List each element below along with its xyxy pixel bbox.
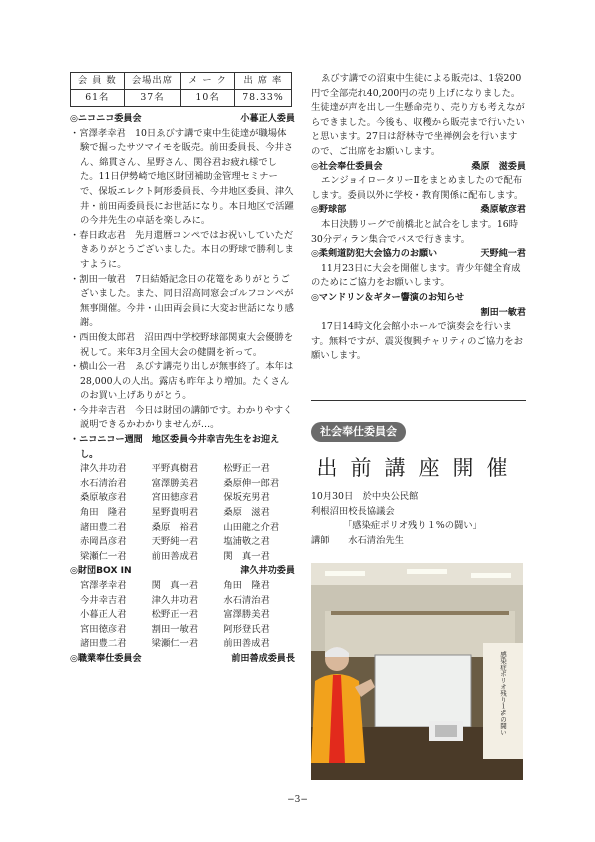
- list-item: ・春日政志君 先月還暦コンペではお祝いしていただきありがとうございました。本日の野球で勝利しますように。: [70, 229, 294, 270]
- judo-text: 11月23日に大会を開催します。青少年健全育成のためにご協力をお願いします。: [311, 262, 521, 289]
- list-item: ・宮澤孝幸君 10日ゑびす講で東中生徒達が職場体験で掘ったサツマイモを販売。前田委員長、今井さん、綿貫さん、星野さん、関谷君お疲れ様でした。11日伊勢崎で地区財団補助金管理セミナーで、保坂エレクト阿形委員長、今井地区委員、津久井・前田両委員長にお世話になり。本日地区で活躍の今井先生の卓話を楽しみに。: [70, 127, 294, 227]
- lecture-date-place: 10月30日 於中央公民館: [311, 491, 419, 502]
- lecture-photo: [311, 563, 523, 780]
- member-name: 阿形登氏君: [223, 623, 270, 635]
- section-title: ◎野球部: [311, 205, 347, 216]
- member-name: 角田 隆君: [80, 507, 127, 519]
- member-name: 割田一敏君: [151, 623, 199, 635]
- member-name: 宮澤孝幸君: [80, 580, 127, 591]
- member-name: 関 真一君: [151, 580, 199, 591]
- lecture-details: [311, 490, 526, 548]
- section-chair: 小暮正人委員: [240, 114, 295, 124]
- list-item: ・割田一敏君 7日結婚記念日の花篭をありがとうございました。また、同日沼高同窓会ゴルフコンペが無事開催。今井・山田両会員に大変お世話になり感謝。: [70, 273, 294, 329]
- mandolin-heading: ◎マンドリン＆ギター響演のお知らせ: [311, 292, 465, 303]
- member-name: 富澤勝美君: [223, 609, 270, 621]
- member-name: 富澤勝美君: [151, 477, 199, 489]
- member-name: 梁瀬仁一君: [80, 550, 127, 562]
- section-title: ◎財団BOX IN: [70, 566, 132, 577]
- list-item: ・横山公一君 ゑびす講売り出しが無事終了。本年は28,000人の人出。露店も昨年より増加。たくさんのお買い上げありがとう。: [70, 361, 294, 402]
- section-chair: 前田善成委員長: [231, 653, 295, 664]
- baseball-text: 本日決勝リーグで前橋北と試合をします。16時30分ディラン集合でバスで行きます。: [311, 218, 519, 245]
- box-heading: [70, 564, 295, 579]
- member-name: 諸田豊二君: [80, 521, 127, 533]
- right-column: [311, 72, 526, 364]
- attendance-header: 会 員 数: [71, 73, 125, 90]
- lecture-title: 出前講座開催: [316, 456, 521, 480]
- member-name: 関 真一君: [223, 550, 270, 562]
- section-chair: 桑原 滋委員: [471, 161, 526, 172]
- attendance-header: メ ー ク: [181, 73, 235, 90]
- member-name: 天野純一君: [151, 536, 199, 548]
- lecture-topic: 「感染症ポリオ残り１%の闘い」: [343, 520, 482, 532]
- member-name: 角田 隆君: [223, 580, 270, 591]
- list-item: ・今井幸吉君 今日は財団の講師です。わかりやすく説明できるかわかりませんが…。: [70, 404, 293, 431]
- attendance-header: 出 席 率: [234, 73, 291, 90]
- page-number: −3−: [287, 795, 308, 805]
- member-name: 諸田豊二君: [80, 638, 127, 650]
- member-name: 今井幸吉君: [80, 594, 127, 606]
- vocational-heading: [70, 652, 295, 667]
- member-name: 松野正一君: [223, 463, 270, 475]
- member-name: 前田善成君: [151, 550, 199, 562]
- member-name: 水石清治君: [223, 594, 270, 606]
- member-name: 水石清治君: [80, 477, 127, 489]
- judo-heading: [311, 247, 526, 262]
- member-name: 保坂充男君: [223, 492, 270, 504]
- attendance-value: 37名: [124, 90, 181, 107]
- weekly-name-grid: [70, 462, 295, 564]
- member-name: 前田善成君: [223, 638, 270, 650]
- mandolin-text: 17日14時文化会館小ホールで演奏会を行います。無料ですが、震災復興チャリティのご協力をお願いします。: [311, 321, 523, 362]
- niconico-heading: [70, 112, 295, 127]
- left-column: [70, 72, 295, 667]
- member-name: 小暮正人君: [80, 609, 127, 621]
- box-name-grid: [70, 579, 295, 652]
- weekly-heading: ・ニコニコー週間 地区委員今井幸吉先生をお迎えし。: [70, 435, 280, 460]
- member-name: 宮田徳彦君: [80, 623, 127, 635]
- member-name: 赤岡昌彦君: [80, 536, 127, 548]
- attendance-value: 78.33%: [234, 90, 291, 107]
- list-item: ・西田俊太郎君 沼田西中学校野球部関東大会優勝を祝して。来年3月全国大会の健闘を祈って。: [70, 331, 294, 358]
- photo-sign-text: 感染症ポリオ残り１%の闘い: [499, 651, 507, 736]
- section-divider: [311, 400, 526, 401]
- section-title: ◎社会奉仕委員会: [311, 161, 383, 172]
- section-chair: 割田一敏君: [480, 307, 526, 318]
- member-name: 塩浦敬之君: [223, 536, 270, 548]
- member-name: 梁瀬仁一君: [151, 638, 199, 650]
- member-name: 宮田徳彦君: [151, 492, 199, 504]
- community-text: エンジョイロータリーⅡをまとめましたので配布します。委員以外に学校・教育関係に配布します。: [311, 175, 524, 201]
- attendance-value: 61名: [71, 90, 125, 107]
- section-title: ◎職業奉仕委員会: [70, 653, 142, 664]
- member-name: 桑原敏彦君: [80, 492, 127, 504]
- attendance-header-row: [71, 73, 292, 90]
- lecture-lecturer: 講師 水石清治先生: [311, 534, 404, 546]
- baseball-heading: [311, 203, 526, 218]
- member-name: 星野貴明君: [151, 507, 199, 519]
- section-chair: 桑原敏彦君: [480, 205, 526, 216]
- section-title: ◎ニコニコ委員会: [70, 114, 142, 124]
- attendance-value-row: [71, 90, 292, 107]
- community-heading: [311, 160, 526, 175]
- lecture-org: 利根沼田校長協議会: [311, 505, 395, 517]
- community-service-banner: 社会奉仕委員会: [311, 422, 406, 442]
- member-name: 松野正一君: [151, 609, 199, 621]
- member-name: 桑原伸一郎君: [223, 477, 280, 489]
- member-name: 津久井功君: [151, 594, 199, 606]
- member-name: 津久井功君: [80, 463, 127, 475]
- vocational-text: ゑびす講での沼東中生徒による販売は、1袋200円で全部売れ40,200円の売り上げになりました。生徒達が声を出し一生懸命売り、売り方も考えながらできました。今後も、収穫から販売まで行いたいと思います。27日は舒林寺で坐禅例会を行いますので、ご出席をお願いします。: [311, 73, 525, 157]
- member-name: 山田龍之介君: [223, 521, 280, 533]
- attendance-table: [70, 72, 292, 107]
- member-name: 桑原 滋君: [223, 507, 270, 519]
- member-name: 桑原 裕君: [151, 521, 199, 533]
- attendance-value: 10名: [181, 90, 235, 107]
- section-chair: 天野純一君: [480, 249, 526, 260]
- attendance-header: 会場出席: [124, 73, 181, 90]
- lecture-photo-drawing: [311, 563, 523, 780]
- section-chair: 津久井功委員: [240, 566, 295, 577]
- section-title: ◎柔剣道防犯大会協力のお願い: [311, 249, 438, 260]
- member-name: 平野真樹君: [151, 463, 199, 475]
